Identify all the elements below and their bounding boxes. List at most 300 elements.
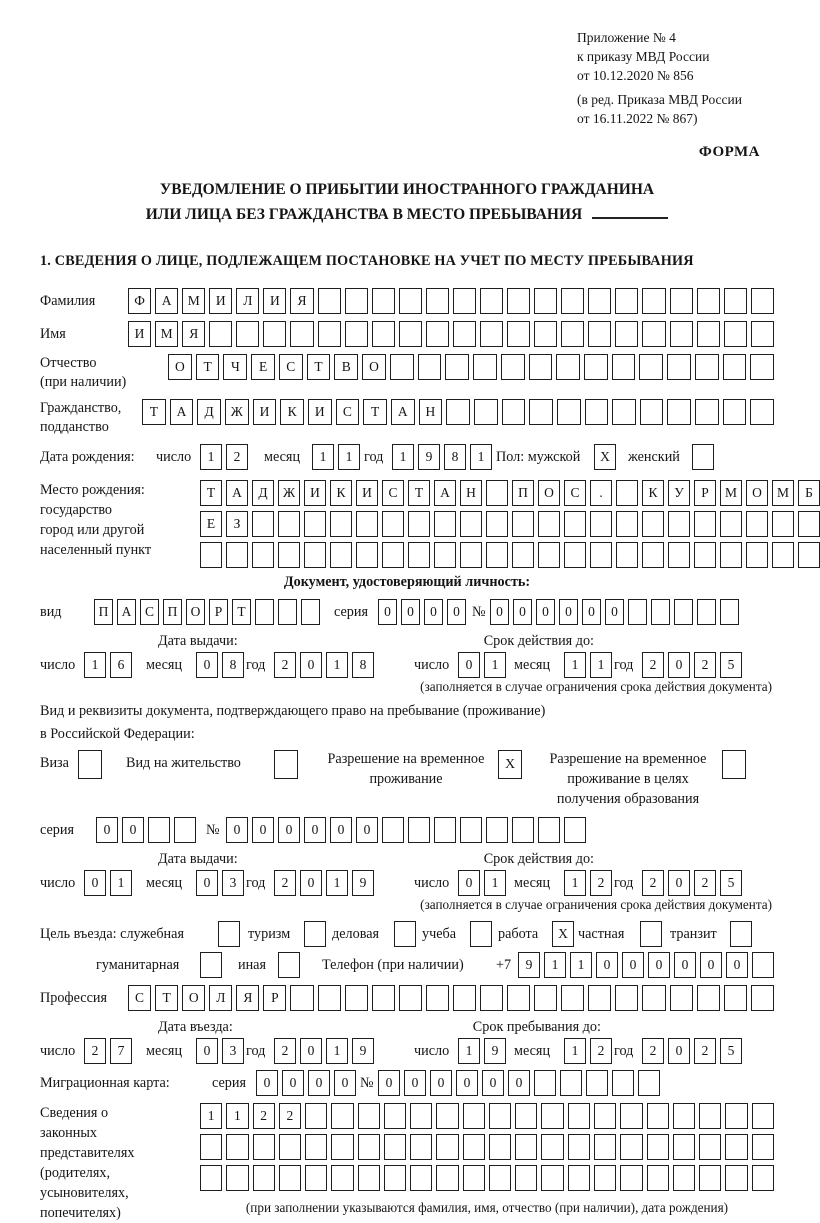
char-cell[interactable]: 2: [279, 1103, 301, 1129]
char-cell[interactable]: [382, 511, 404, 537]
char-cell[interactable]: 5: [720, 1038, 742, 1064]
char-cell[interactable]: 0: [508, 1070, 530, 1096]
char-cell[interactable]: [590, 542, 612, 568]
char-cell[interactable]: [594, 1165, 616, 1191]
char-cell[interactable]: 2: [590, 1038, 612, 1064]
char-cell[interactable]: 1: [564, 1038, 586, 1064]
char-cell[interactable]: Р: [209, 599, 228, 625]
char-cell[interactable]: [453, 321, 476, 347]
char-cell[interactable]: 0: [648, 952, 670, 978]
char-cell[interactable]: [725, 1103, 747, 1129]
char-cell[interactable]: [372, 985, 395, 1011]
char-cell[interactable]: [667, 354, 691, 380]
char-cell[interactable]: [384, 1134, 406, 1160]
char-cell[interactable]: 0: [226, 817, 248, 843]
char-cell[interactable]: [752, 1103, 774, 1129]
char-cell[interactable]: [358, 1103, 380, 1129]
char-cell[interactable]: [445, 354, 469, 380]
char-cell[interactable]: [512, 817, 534, 843]
char-cell[interactable]: [642, 511, 664, 537]
char-cell[interactable]: К: [642, 480, 664, 506]
char-cell[interactable]: 0: [513, 599, 532, 625]
char-cell[interactable]: Я: [290, 288, 313, 314]
char-cell[interactable]: 1: [484, 652, 506, 678]
char-cell[interactable]: [694, 542, 716, 568]
char-cell[interactable]: 0: [622, 952, 644, 978]
char-cell[interactable]: [463, 1103, 485, 1129]
char-cell[interactable]: [226, 1165, 248, 1191]
char-cell[interactable]: [534, 288, 557, 314]
char-cell[interactable]: [651, 599, 670, 625]
char-cell[interactable]: Д: [252, 480, 274, 506]
char-cell[interactable]: [209, 321, 232, 347]
char-cell[interactable]: [616, 480, 638, 506]
char-cell[interactable]: [304, 511, 326, 537]
char-cell[interactable]: И: [209, 288, 232, 314]
char-cell[interactable]: [507, 288, 530, 314]
char-cell[interactable]: [586, 1070, 608, 1096]
char-cell[interactable]: [279, 1134, 301, 1160]
char-cell[interactable]: [612, 399, 636, 425]
char-cell[interactable]: [446, 399, 470, 425]
char-cell[interactable]: [772, 511, 794, 537]
char-cell[interactable]: 9: [484, 1038, 506, 1064]
char-cell[interactable]: [255, 599, 274, 625]
char-cell[interactable]: Е: [251, 354, 275, 380]
char-cell[interactable]: [382, 542, 404, 568]
char-cell[interactable]: [502, 399, 526, 425]
char-cell[interactable]: [305, 1165, 327, 1191]
char-cell[interactable]: [290, 321, 313, 347]
char-cell[interactable]: [699, 1165, 721, 1191]
char-cell[interactable]: 0: [282, 1070, 304, 1096]
char-cell[interactable]: [746, 511, 768, 537]
char-cell[interactable]: 0: [668, 1038, 690, 1064]
char-cell[interactable]: 1: [110, 870, 132, 896]
char-cell[interactable]: И: [304, 480, 326, 506]
char-cell[interactable]: [620, 1134, 642, 1160]
char-cell[interactable]: [263, 321, 286, 347]
char-cell[interactable]: А: [226, 480, 248, 506]
char-cell[interactable]: [588, 288, 611, 314]
char-cell[interactable]: [561, 321, 584, 347]
char-cell[interactable]: С: [128, 985, 151, 1011]
char-cell[interactable]: [480, 288, 503, 314]
char-cell[interactable]: Т: [196, 354, 220, 380]
char-cell[interactable]: [358, 1134, 380, 1160]
char-cell[interactable]: [588, 321, 611, 347]
char-cell[interactable]: 1: [338, 444, 360, 470]
char-cell[interactable]: [564, 511, 586, 537]
char-cell[interactable]: 8: [222, 652, 244, 678]
char-cell[interactable]: 2: [274, 652, 296, 678]
char-cell[interactable]: 1: [564, 652, 586, 678]
char-cell[interactable]: [694, 511, 716, 537]
char-cell[interactable]: [480, 321, 503, 347]
char-cell[interactable]: И: [308, 399, 332, 425]
char-cell[interactable]: [356, 542, 378, 568]
char-cell[interactable]: И: [263, 288, 286, 314]
char-cell[interactable]: 9: [352, 870, 374, 896]
char-cell[interactable]: [394, 921, 416, 947]
char-cell[interactable]: [345, 288, 368, 314]
char-cell[interactable]: [200, 1134, 222, 1160]
char-cell[interactable]: Е: [200, 511, 222, 537]
char-cell[interactable]: [489, 1134, 511, 1160]
char-cell[interactable]: [512, 542, 534, 568]
char-cell[interactable]: [278, 599, 297, 625]
char-cell[interactable]: [356, 511, 378, 537]
char-cell[interactable]: [560, 1070, 582, 1096]
char-cell[interactable]: 1: [470, 444, 492, 470]
char-cell[interactable]: [278, 511, 300, 537]
char-cell[interactable]: [584, 354, 608, 380]
char-cell[interactable]: [253, 1134, 275, 1160]
char-cell[interactable]: [501, 354, 525, 380]
char-cell[interactable]: 2: [694, 870, 716, 896]
char-cell[interactable]: 1: [312, 444, 334, 470]
char-cell[interactable]: 1: [458, 1038, 480, 1064]
char-cell[interactable]: 2: [642, 652, 664, 678]
char-cell[interactable]: [436, 1165, 458, 1191]
char-cell[interactable]: Т: [307, 354, 331, 380]
char-cell[interactable]: 1: [326, 652, 348, 678]
char-cell[interactable]: [724, 985, 747, 1011]
char-cell[interactable]: Т: [363, 399, 387, 425]
char-cell[interactable]: [639, 354, 663, 380]
char-cell[interactable]: [670, 985, 693, 1011]
char-cell[interactable]: [410, 1165, 432, 1191]
char-cell[interactable]: 9: [418, 444, 440, 470]
char-cell[interactable]: [620, 1103, 642, 1129]
char-cell[interactable]: 2: [274, 1038, 296, 1064]
char-cell[interactable]: [590, 511, 612, 537]
char-cell[interactable]: [697, 288, 720, 314]
char-cell[interactable]: 0: [300, 1038, 322, 1064]
char-cell[interactable]: [556, 354, 580, 380]
char-cell[interactable]: 0: [424, 599, 443, 625]
char-cell[interactable]: [695, 354, 719, 380]
char-cell[interactable]: [616, 511, 638, 537]
char-cell[interactable]: [538, 511, 560, 537]
char-cell[interactable]: [751, 321, 774, 347]
char-cell[interactable]: А: [391, 399, 415, 425]
char-cell[interactable]: 8: [352, 652, 374, 678]
char-cell[interactable]: [200, 952, 222, 978]
char-cell[interactable]: [279, 1165, 301, 1191]
char-cell[interactable]: [486, 480, 508, 506]
char-cell[interactable]: 0: [196, 1038, 218, 1064]
char-cell[interactable]: 0: [308, 1070, 330, 1096]
char-cell[interactable]: [226, 542, 248, 568]
char-cell[interactable]: [460, 511, 482, 537]
char-cell[interactable]: X: [552, 921, 574, 947]
char-cell[interactable]: [236, 321, 259, 347]
char-cell[interactable]: К: [330, 480, 352, 506]
char-cell[interactable]: З: [226, 511, 248, 537]
char-cell[interactable]: Т: [232, 599, 251, 625]
char-cell[interactable]: [541, 1134, 563, 1160]
char-cell[interactable]: 2: [694, 1038, 716, 1064]
char-cell[interactable]: [798, 511, 820, 537]
char-cell[interactable]: [697, 321, 720, 347]
char-cell[interactable]: 0: [668, 870, 690, 896]
char-cell[interactable]: [436, 1103, 458, 1129]
char-cell[interactable]: [252, 511, 274, 537]
char-cell[interactable]: 9: [518, 952, 540, 978]
char-cell[interactable]: М: [772, 480, 794, 506]
char-cell[interactable]: [642, 542, 664, 568]
char-cell[interactable]: [647, 1134, 669, 1160]
char-cell[interactable]: Ф: [128, 288, 151, 314]
char-cell[interactable]: [642, 985, 665, 1011]
char-cell[interactable]: [561, 985, 584, 1011]
char-cell[interactable]: 8: [444, 444, 466, 470]
char-cell[interactable]: 0: [330, 817, 352, 843]
char-cell[interactable]: 0: [356, 817, 378, 843]
char-cell[interactable]: [568, 1103, 590, 1129]
char-cell[interactable]: 0: [559, 599, 578, 625]
char-cell[interactable]: [486, 511, 508, 537]
char-cell[interactable]: [301, 599, 320, 625]
char-cell[interactable]: 2: [642, 1038, 664, 1064]
char-cell[interactable]: И: [128, 321, 151, 347]
char-cell[interactable]: [426, 288, 449, 314]
char-cell[interactable]: [612, 1070, 634, 1096]
char-cell[interactable]: Н: [419, 399, 443, 425]
char-cell[interactable]: 0: [84, 870, 106, 896]
char-cell[interactable]: М: [155, 321, 178, 347]
char-cell[interactable]: Л: [209, 985, 232, 1011]
char-cell[interactable]: [304, 542, 326, 568]
char-cell[interactable]: [463, 1134, 485, 1160]
char-cell[interactable]: [588, 985, 611, 1011]
char-cell[interactable]: 7: [110, 1038, 132, 1064]
char-cell[interactable]: 2: [642, 870, 664, 896]
char-cell[interactable]: О: [362, 354, 386, 380]
char-cell[interactable]: [148, 817, 170, 843]
char-cell[interactable]: [304, 921, 326, 947]
char-cell[interactable]: [534, 321, 557, 347]
char-cell[interactable]: [463, 1165, 485, 1191]
char-cell[interactable]: Н: [460, 480, 482, 506]
char-cell[interactable]: [564, 817, 586, 843]
char-cell[interactable]: [410, 1103, 432, 1129]
char-cell[interactable]: [628, 599, 647, 625]
char-cell[interactable]: [673, 1103, 695, 1129]
char-cell[interactable]: Р: [263, 985, 286, 1011]
char-cell[interactable]: Б: [798, 480, 820, 506]
char-cell[interactable]: [426, 321, 449, 347]
char-cell[interactable]: Ж: [225, 399, 249, 425]
char-cell[interactable]: 6: [110, 652, 132, 678]
char-cell[interactable]: С: [336, 399, 360, 425]
char-cell[interactable]: [529, 399, 553, 425]
char-cell[interactable]: [699, 1103, 721, 1129]
char-cell[interactable]: [384, 1103, 406, 1129]
char-cell[interactable]: 5: [720, 652, 742, 678]
residence-permit-checkbox[interactable]: [274, 750, 298, 779]
char-cell[interactable]: [752, 952, 774, 978]
char-cell[interactable]: 0: [700, 952, 722, 978]
char-cell[interactable]: [692, 444, 714, 470]
char-cell[interactable]: [436, 1134, 458, 1160]
char-cell[interactable]: 0: [122, 817, 144, 843]
char-cell[interactable]: [200, 542, 222, 568]
char-cell[interactable]: [724, 288, 747, 314]
char-cell[interactable]: [507, 985, 530, 1011]
char-cell[interactable]: [460, 542, 482, 568]
char-cell[interactable]: [512, 511, 534, 537]
char-cell[interactable]: [372, 288, 395, 314]
char-cell[interactable]: М: [720, 480, 742, 506]
char-cell[interactable]: [372, 321, 395, 347]
char-cell[interactable]: [200, 1165, 222, 1191]
char-cell[interactable]: [290, 985, 313, 1011]
visa-checkbox[interactable]: [78, 750, 102, 779]
char-cell[interactable]: [638, 1070, 660, 1096]
char-cell[interactable]: 5: [720, 870, 742, 896]
char-cell[interactable]: 1: [226, 1103, 248, 1129]
char-cell[interactable]: [594, 1103, 616, 1129]
char-cell[interactable]: А: [117, 599, 136, 625]
char-cell[interactable]: [489, 1165, 511, 1191]
char-cell[interactable]: [174, 817, 196, 843]
char-cell[interactable]: [330, 542, 352, 568]
char-cell[interactable]: [615, 288, 638, 314]
char-cell[interactable]: [673, 1165, 695, 1191]
char-cell[interactable]: 0: [456, 1070, 478, 1096]
char-cell[interactable]: 2: [694, 652, 716, 678]
char-cell[interactable]: [730, 921, 752, 947]
char-cell[interactable]: 1: [326, 1038, 348, 1064]
char-cell[interactable]: Я: [182, 321, 205, 347]
char-cell[interactable]: [746, 542, 768, 568]
char-cell[interactable]: [390, 354, 414, 380]
char-cell[interactable]: [408, 511, 430, 537]
char-cell[interactable]: Я: [236, 985, 259, 1011]
char-cell[interactable]: 0: [482, 1070, 504, 1096]
char-cell[interactable]: [480, 985, 503, 1011]
char-cell[interactable]: [410, 1134, 432, 1160]
temp-residence-edu-checkbox[interactable]: [722, 750, 746, 779]
char-cell[interactable]: [647, 1165, 669, 1191]
char-cell[interactable]: 0: [334, 1070, 356, 1096]
char-cell[interactable]: [568, 1134, 590, 1160]
char-cell[interactable]: [399, 985, 422, 1011]
char-cell[interactable]: О: [168, 354, 192, 380]
char-cell[interactable]: 0: [726, 952, 748, 978]
char-cell[interactable]: [772, 542, 794, 568]
char-cell[interactable]: [486, 542, 508, 568]
char-cell[interactable]: [399, 288, 422, 314]
char-cell[interactable]: 0: [304, 817, 326, 843]
char-cell[interactable]: [723, 354, 747, 380]
char-cell[interactable]: [751, 288, 774, 314]
char-cell[interactable]: [434, 817, 456, 843]
char-cell[interactable]: 0: [401, 599, 420, 625]
char-cell[interactable]: [489, 1103, 511, 1129]
char-cell[interactable]: 0: [404, 1070, 426, 1096]
char-cell[interactable]: [382, 817, 404, 843]
char-cell[interactable]: 0: [458, 652, 480, 678]
char-cell[interactable]: 0: [674, 952, 696, 978]
char-cell[interactable]: [640, 399, 664, 425]
char-cell[interactable]: 1: [84, 652, 106, 678]
char-cell[interactable]: [720, 542, 742, 568]
char-cell[interactable]: И: [356, 480, 378, 506]
char-cell[interactable]: О: [186, 599, 205, 625]
char-cell[interactable]: [557, 399, 581, 425]
char-cell[interactable]: П: [94, 599, 113, 625]
char-cell[interactable]: [473, 354, 497, 380]
char-cell[interactable]: [278, 542, 300, 568]
char-cell[interactable]: [642, 288, 665, 314]
char-cell[interactable]: 2: [84, 1038, 106, 1064]
char-cell[interactable]: И: [253, 399, 277, 425]
char-cell[interactable]: 0: [668, 652, 690, 678]
char-cell[interactable]: [697, 985, 720, 1011]
char-cell[interactable]: 0: [458, 870, 480, 896]
char-cell[interactable]: [616, 542, 638, 568]
char-cell[interactable]: 1: [200, 444, 222, 470]
char-cell[interactable]: [612, 354, 636, 380]
char-cell[interactable]: О: [538, 480, 560, 506]
char-cell[interactable]: [534, 1070, 556, 1096]
char-cell[interactable]: [615, 321, 638, 347]
char-cell[interactable]: 0: [300, 652, 322, 678]
char-cell[interactable]: В: [334, 354, 358, 380]
char-cell[interactable]: [725, 1134, 747, 1160]
char-cell[interactable]: [750, 354, 774, 380]
char-cell[interactable]: 0: [605, 599, 624, 625]
char-cell[interactable]: [725, 1165, 747, 1191]
char-cell[interactable]: [699, 1134, 721, 1160]
char-cell[interactable]: [541, 1165, 563, 1191]
char-cell[interactable]: [585, 399, 609, 425]
temp-residence-checkbox[interactable]: X: [498, 750, 522, 779]
char-cell[interactable]: [752, 1165, 774, 1191]
char-cell[interactable]: [507, 321, 530, 347]
char-cell[interactable]: [318, 321, 341, 347]
char-cell[interactable]: [331, 1103, 353, 1129]
char-cell[interactable]: [515, 1165, 537, 1191]
char-cell[interactable]: 1: [564, 870, 586, 896]
char-cell[interactable]: 1: [326, 870, 348, 896]
char-cell[interactable]: Т: [142, 399, 166, 425]
char-cell[interactable]: [399, 321, 422, 347]
char-cell[interactable]: [670, 288, 693, 314]
char-cell[interactable]: Ч: [223, 354, 247, 380]
char-cell[interactable]: [561, 288, 584, 314]
char-cell[interactable]: 1: [570, 952, 592, 978]
char-cell[interactable]: 0: [378, 1070, 400, 1096]
char-cell[interactable]: [358, 1165, 380, 1191]
char-cell[interactable]: [529, 354, 553, 380]
char-cell[interactable]: 1: [590, 652, 612, 678]
char-cell[interactable]: П: [163, 599, 182, 625]
char-cell[interactable]: 0: [256, 1070, 278, 1096]
char-cell[interactable]: [305, 1103, 327, 1129]
char-cell[interactable]: [534, 985, 557, 1011]
char-cell[interactable]: [515, 1134, 537, 1160]
char-cell[interactable]: [673, 1134, 695, 1160]
char-cell[interactable]: 1: [200, 1103, 222, 1129]
char-cell[interactable]: [453, 288, 476, 314]
char-cell[interactable]: [331, 1165, 353, 1191]
char-cell[interactable]: [642, 321, 665, 347]
char-cell[interactable]: [668, 511, 690, 537]
